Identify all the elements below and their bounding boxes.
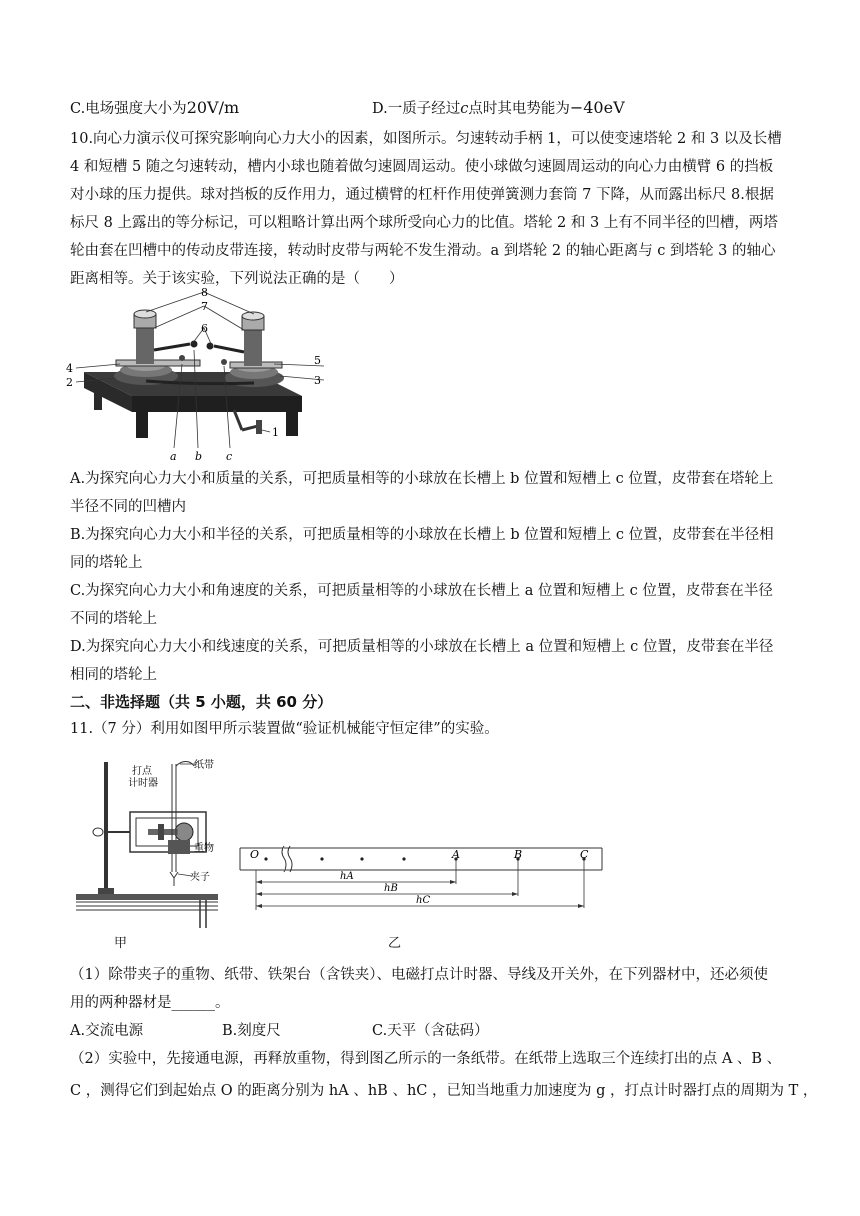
q9-option-d-text: D.一质子经过 bbox=[372, 101, 461, 117]
q10-stem-line6: 距离相等。关于该实验，下列说法正确的是（ ） bbox=[70, 271, 404, 287]
q10-option-d-line1: D.为探究向心力大小和线速度的关系，可把质量相等的小球放在长槽上 a 位置和短槽上 c 位置，皮带套在半径 bbox=[70, 639, 774, 655]
q10-stem-line3: 对小球的压力提供。球对挡板的反作用力，通过横臂的杠杆作用使弹簧测力套筒 7 下降，从而露出标尺 8.根据 bbox=[70, 187, 774, 203]
q9-option-d-rest: 点时其电势能为 bbox=[468, 101, 570, 117]
label-2: 2 bbox=[66, 376, 73, 389]
q10-stem-line1: 10.向心力演示仪可探究影响向心力大小的因素，如图所示。匀速转动手柄 1，可以使变速塔轮 2 和 3 以及长槽 bbox=[70, 131, 782, 147]
label-8: 8 bbox=[201, 286, 208, 299]
q10-option-a-line2: 半径不同的凹槽内 bbox=[70, 499, 186, 515]
label-weight: 重物 bbox=[194, 843, 214, 854]
label-point-C: C bbox=[580, 848, 589, 861]
q9-option-d-value: −40eV bbox=[569, 98, 625, 117]
label-point-O: O bbox=[250, 848, 260, 861]
label-point-B: B bbox=[514, 848, 523, 861]
q10-option-a-line1: A.为探究向心力大小和质量的关系，可把质量相等的小球放在长槽上 b 位置和短槽上 c 位置，皮带套在塔轮上 bbox=[70, 471, 774, 487]
label-timer-1: 打点 bbox=[132, 766, 152, 777]
q11-part1-line2: 用的两种器材是______。 bbox=[70, 995, 230, 1011]
q11-part2-line2: C ，测得它们到起始点 O 的距离分别为 hA 、hB 、hC ，已知当地重力加速度为 g ，打点计时器打点的周期为 T ， bbox=[70, 1083, 818, 1099]
q11-choice-c: C.天平（含砝码） bbox=[372, 1023, 489, 1039]
label-point-A: A bbox=[452, 848, 460, 861]
label-7: 7 bbox=[201, 300, 208, 313]
label-hA: hA bbox=[340, 871, 354, 882]
figure-yi-paper-tape bbox=[236, 842, 608, 916]
q10-option-b-line1: B.为探究向心力大小和半径的关系，可把质量相等的小球放在长槽上 b 位置和短槽上 c 位置，皮带套在半径相 bbox=[70, 527, 774, 543]
q11-part1-line1: （1）除带夹子的重物、纸带、铁架台（含铁夹）、电磁打点计时器、导线及开关外，在下列器材中，还必须使 bbox=[70, 967, 768, 983]
q11-choice-b: B.刻度尺 bbox=[222, 1023, 281, 1039]
label-hB: hB bbox=[384, 883, 398, 894]
q10-option-d-line2: 相同的塔轮上 bbox=[70, 667, 157, 683]
figure-jia-caption: 甲 bbox=[114, 936, 128, 951]
q11-choice-a: A.交流电源 bbox=[70, 1023, 144, 1039]
label-1: 1 bbox=[272, 426, 279, 439]
label-timer-2: 计时器 bbox=[128, 778, 158, 789]
q10-stem-line2: 4 和短槽 5 随之匀速转动，槽内小球也随着做匀速圆周运动。使小球做匀速圆周运动的向心力由横臂 6 的挡板 bbox=[70, 159, 774, 175]
q10-option-c-line1: C.为探究向心力大小和角速度的关系，可把质量相等的小球放在长槽上 a 位置和短槽上 c 位置，皮带套在半径 bbox=[70, 583, 773, 599]
centripetal-apparatus-figure bbox=[64, 284, 324, 466]
q10-stem-line5: 轮由套在凹槽中的传动皮带连接，转动时皮带与两轮不发生滑动。a 到塔轮 2 的轴心距离与 c 到塔轮 3 的轴心 bbox=[70, 243, 776, 259]
q10-option-b-line2: 同的塔轮上 bbox=[70, 555, 143, 571]
label-6: 6 bbox=[201, 322, 208, 335]
label-4: 4 bbox=[66, 362, 73, 375]
label-5: 5 bbox=[314, 354, 321, 367]
q9-option-d-var: c bbox=[460, 101, 469, 117]
q9-option-c bbox=[70, 98, 239, 119]
q10-stem-line4: 标尺 8 上露出的等分标记，可以粗略计算出两个球所受向心力的比值。塔轮 2 和 3 上有不同半径的凹槽，两塔 bbox=[70, 215, 778, 231]
q9-option-c-text: C.电场强度大小为 bbox=[70, 101, 187, 117]
figure-yi-caption: 乙 bbox=[388, 936, 402, 951]
weight-block bbox=[168, 838, 228, 858]
label-paper-tape: 纸带 bbox=[194, 760, 214, 771]
q9-option-d bbox=[372, 98, 625, 119]
section-heading: 二、非选择题（共 5 小题，共 60 分） bbox=[70, 693, 333, 711]
label-b: b bbox=[195, 450, 203, 463]
label-hC: hC bbox=[416, 895, 431, 906]
q9-option-c-value: 20V/m bbox=[186, 98, 240, 117]
q11-part2-line1: （2）实验中，先接通电源，再释放重物，得到图乙所示的一条纸带。在纸带上选取三个连续打出的点 A 、B 、 bbox=[70, 1051, 782, 1067]
label-a: a bbox=[170, 450, 177, 463]
label-3: 3 bbox=[314, 374, 321, 387]
label-clip: 夹子 bbox=[190, 872, 210, 883]
q11-stem: 11.（7 分）利用如图甲所示装置做“验证机械能守恒定律”的实验。 bbox=[70, 721, 499, 737]
q10-option-c-line2: 不同的塔轮上 bbox=[70, 611, 157, 627]
label-c: c bbox=[226, 450, 233, 463]
